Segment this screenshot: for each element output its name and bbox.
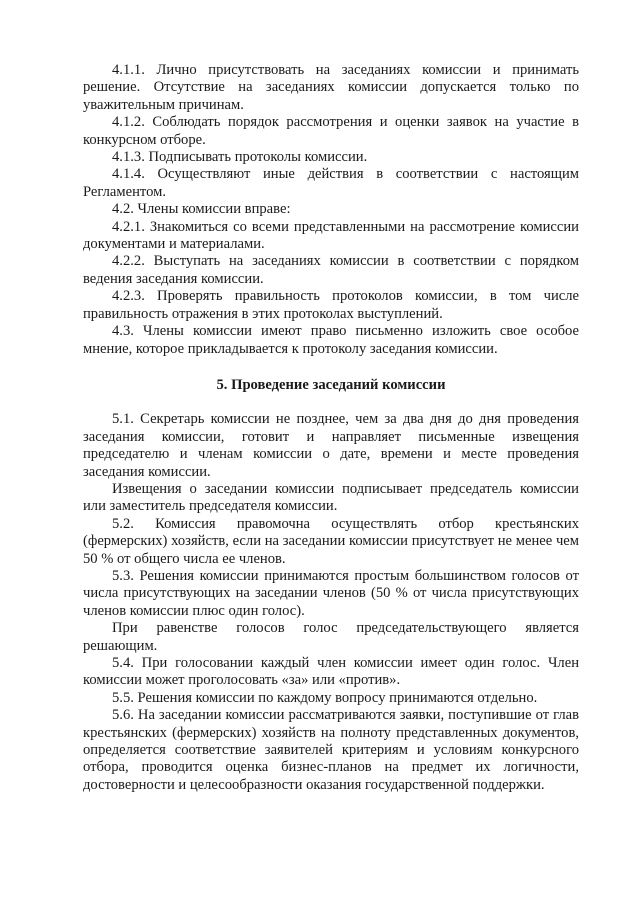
paragraph-4-2-1: 4.2.1. Знакомиться со всеми представленными на рассмотрение комиссии документами и материалами. xyxy=(83,218,579,253)
section-heading: 5. Проведение заседаний комиссии xyxy=(216,376,446,393)
paragraph-5-4: 5.4. При голосовании каждый член комиссии имеет один голос. Член комиссии может проголосовать «за» или «против». xyxy=(83,655,579,689)
paragraph-4-1-2: 4.1.2. Соблюдать порядок рассмотрения и оценки заявок на участие в конкурсном отборе. xyxy=(83,114,579,148)
paragraph-tie-vote: При равенстве голосов голос председательствующего является решающим. xyxy=(83,620,579,654)
paragraph-4-1-4: 4.1.4. Осуществляют иные действия в соответствии с настоящим Регламентом. xyxy=(83,166,579,200)
paragraph-4-1-3: 4.1.3. Подписывать протоколы комиссии. xyxy=(112,149,368,166)
paragraph-4-2-3: 4.2.3. Проверять правильность протоколов комиссии, в том числе правильность отражения в этих протоколах выступлений. xyxy=(83,288,579,322)
paragraph-5-5: 5.5. Решения комиссии по каждому вопросу принимаются отдельно. xyxy=(112,689,538,706)
paragraph-4-2-2: 4.2.2. Выступать на заседаниях комиссии в соответствии с порядком ведения заседания комиссии. xyxy=(83,253,579,287)
paragraph-5-2: 5.2. Комиссия правомочна осуществлять отбор крестьянских (фермерских) хозяйств, если на заседании комиссии присутствует не менее чем 50 % от общего числа ее членов. xyxy=(83,515,579,567)
paragraph-5-1: 5.1. Секретарь комиссии не позднее, чем за два дня до дня проведения заседания комиссии, готовит и направляет письменные извещения председателю и членам комиссии о дате, времени и месте проведения заседания комиссии. xyxy=(83,411,579,480)
paragraph-4-2: 4.2. Члены комиссии вправе: xyxy=(112,201,291,218)
document-body xyxy=(83,62,579,794)
paragraph-4-1-1: 4.1.1. Лично присутствовать на заседаниях комиссии и принимать решение. Отсутствие на заседаниях комиссии допускается только по уважительным причинам. xyxy=(83,62,579,113)
paragraph-5-6: 5.6. На заседании комиссии рассматриваются заявки, поступившие от глав крестьянских (фермерских) хозяйств на полноту представленных документов, определяется соответствие заявителей критериям и условиям конкурсного отбора, проводится оценка бизнес-планов на предмет их логичности, достоверности и целесообразности оказания государственной поддержки. xyxy=(83,707,579,793)
paragraph-5-3: 5.3. Решения комиссии принимаются простым большинством голосов от числа присутствующих на заседании членов (50 % от числа присутствующих членов комиссии плюс один голос). xyxy=(83,567,579,619)
paragraph-4-3: 4.3. Члены комиссии имеют право письменно изложить свое особое мнение, которое прикладывается к протоколу заседания комиссии. xyxy=(83,323,579,357)
paragraph-notice-signing: Извещения о заседании комиссии подписывает председатель комиссии или заместитель председателя комиссии. xyxy=(83,480,579,515)
